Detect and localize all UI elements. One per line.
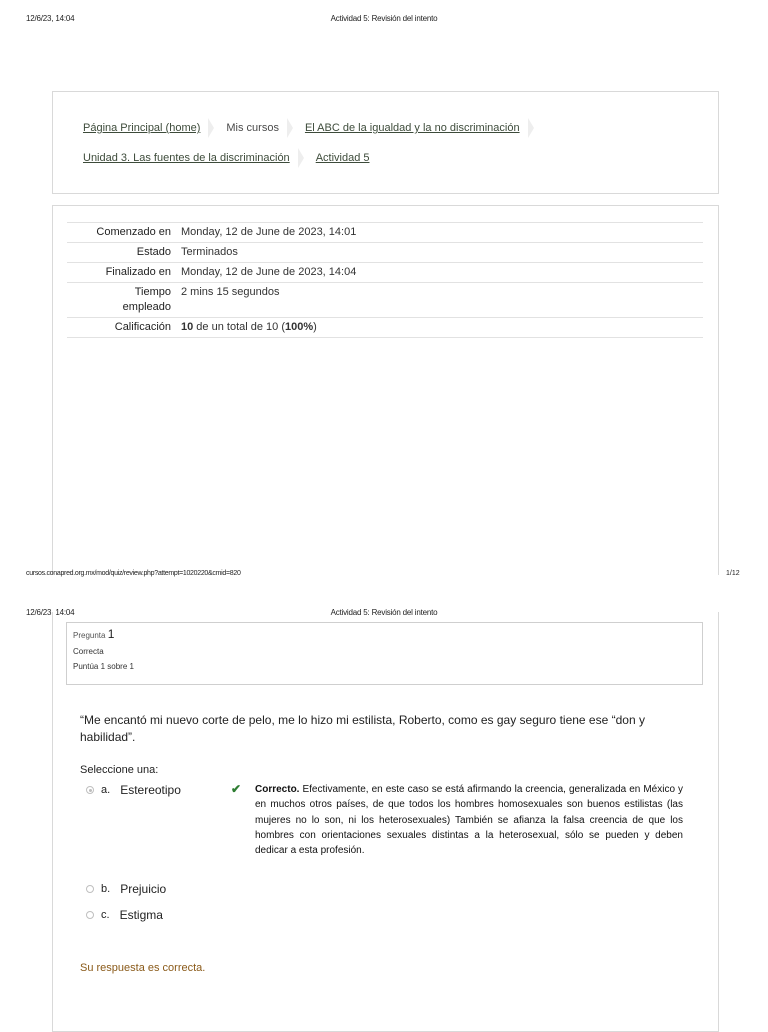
finished-label: Finalizado en — [105, 266, 171, 278]
question-label: Pregunta — [73, 631, 108, 640]
grade-total-text: de un total de 10 ( — [193, 321, 285, 333]
print-title: Actividad 5: Revisión del intento — [330, 14, 438, 23]
attempt-summary — [52, 205, 719, 575]
table-row — [67, 263, 703, 283]
grade-value — [177, 318, 703, 338]
grade-label: Calificación — [114, 321, 171, 333]
grade-percent: 100% — [284, 321, 314, 333]
breadcrumb-course[interactable]: El ABC de la igualdad y la no discriminación — [304, 122, 520, 134]
time-label-line1: Tiempo — [134, 286, 171, 298]
feedback-title: Correcto. — [255, 784, 300, 795]
grade-close: ) — [313, 321, 317, 333]
print-page-number: 1/12 — [726, 570, 740, 577]
print-datetime: 12/6/23, 14:04 — [26, 14, 75, 23]
table-row — [67, 318, 703, 338]
finished-value: Monday, 12 de June de 2023, 14:04 — [181, 266, 357, 278]
print-title-page2: Actividad 5: Revisión del intento — [330, 608, 438, 617]
option-letter: b. — [101, 883, 111, 895]
breadcrumb-separator-icon — [208, 118, 214, 138]
print-datetime-page2: 12/6/23, 14:04 — [26, 608, 75, 617]
table-row — [67, 243, 703, 263]
option-label: Prejuicio — [120, 882, 167, 896]
breadcrumb — [52, 91, 719, 194]
checkmark-icon: ✔ — [231, 782, 242, 796]
time-value: 2 mins 15 segundos — [181, 286, 280, 298]
radio-icon[interactable] — [86, 885, 94, 893]
question-number — [73, 627, 696, 641]
started-value: Monday, 12 de June de 2023, 14:01 — [181, 226, 357, 238]
option-c[interactable] — [86, 908, 163, 922]
answer-prompt: Seleccione una: — [80, 764, 159, 776]
feedback-text: Efectivamente, en este caso se está afirmando la creencia, generalizada en México y en muchos otros países, de que todos los hombres homosexuales son buenos estilistas (las mujeres no lo son, ni los heterosexuales) También se afianza la falsa creencia de que los hombres con orientaciones sexuales distintas a la heterosexual, sólo se pueden y deben dedicar a esta profesión. — [255, 784, 683, 857]
question-state: Correcta — [73, 647, 104, 656]
grade-score: 10 — [181, 321, 194, 333]
breadcrumb-separator-icon — [528, 118, 534, 138]
time-label-line2: empleado — [122, 301, 171, 313]
breadcrumb-activity[interactable]: Actividad 5 — [315, 152, 370, 164]
option-a[interactable] — [86, 783, 181, 797]
option-b[interactable] — [86, 882, 166, 896]
breadcrumb-my-courses[interactable]: Mis cursos — [226, 122, 279, 134]
breadcrumb-separator-icon — [298, 148, 304, 168]
started-label: Comenzado en — [96, 226, 171, 238]
result-message: Su respuesta es correcta. — [80, 962, 206, 974]
table-row — [67, 283, 703, 318]
state-value: Terminados — [181, 246, 238, 258]
question-info — [66, 622, 703, 685]
table-row — [67, 223, 703, 243]
option-feedback — [255, 782, 683, 858]
breadcrumb-home[interactable]: Página Principal (home) — [83, 122, 201, 134]
question-text: “Me encantó mi nuevo corte de pelo, me lo hizo mi estilista, Roberto, como es gay seguro tiene ese “don y habilidad”. — [80, 713, 645, 744]
question-points: Puntúa 1 sobre 1 — [73, 662, 134, 671]
radio-checked-icon[interactable] — [86, 786, 94, 794]
option-letter: c. — [101, 909, 110, 921]
print-footer-url: cursos.conapred.org.mx/mod/quiz/review.php?attempt=1020220&cmid=820 — [26, 570, 241, 577]
breadcrumb-unit[interactable]: Unidad 3. Las fuentes de la discriminación — [83, 152, 290, 164]
option-label: Estigma — [119, 908, 163, 922]
option-label: Estereotipo — [120, 783, 181, 797]
state-label: Estado — [136, 246, 171, 258]
summary-table — [67, 222, 703, 338]
radio-icon[interactable] — [86, 911, 94, 919]
time-label — [67, 283, 177, 318]
question-number-value: 1 — [107, 627, 115, 641]
option-letter: a. — [101, 784, 111, 796]
breadcrumb-separator-icon — [287, 118, 293, 138]
